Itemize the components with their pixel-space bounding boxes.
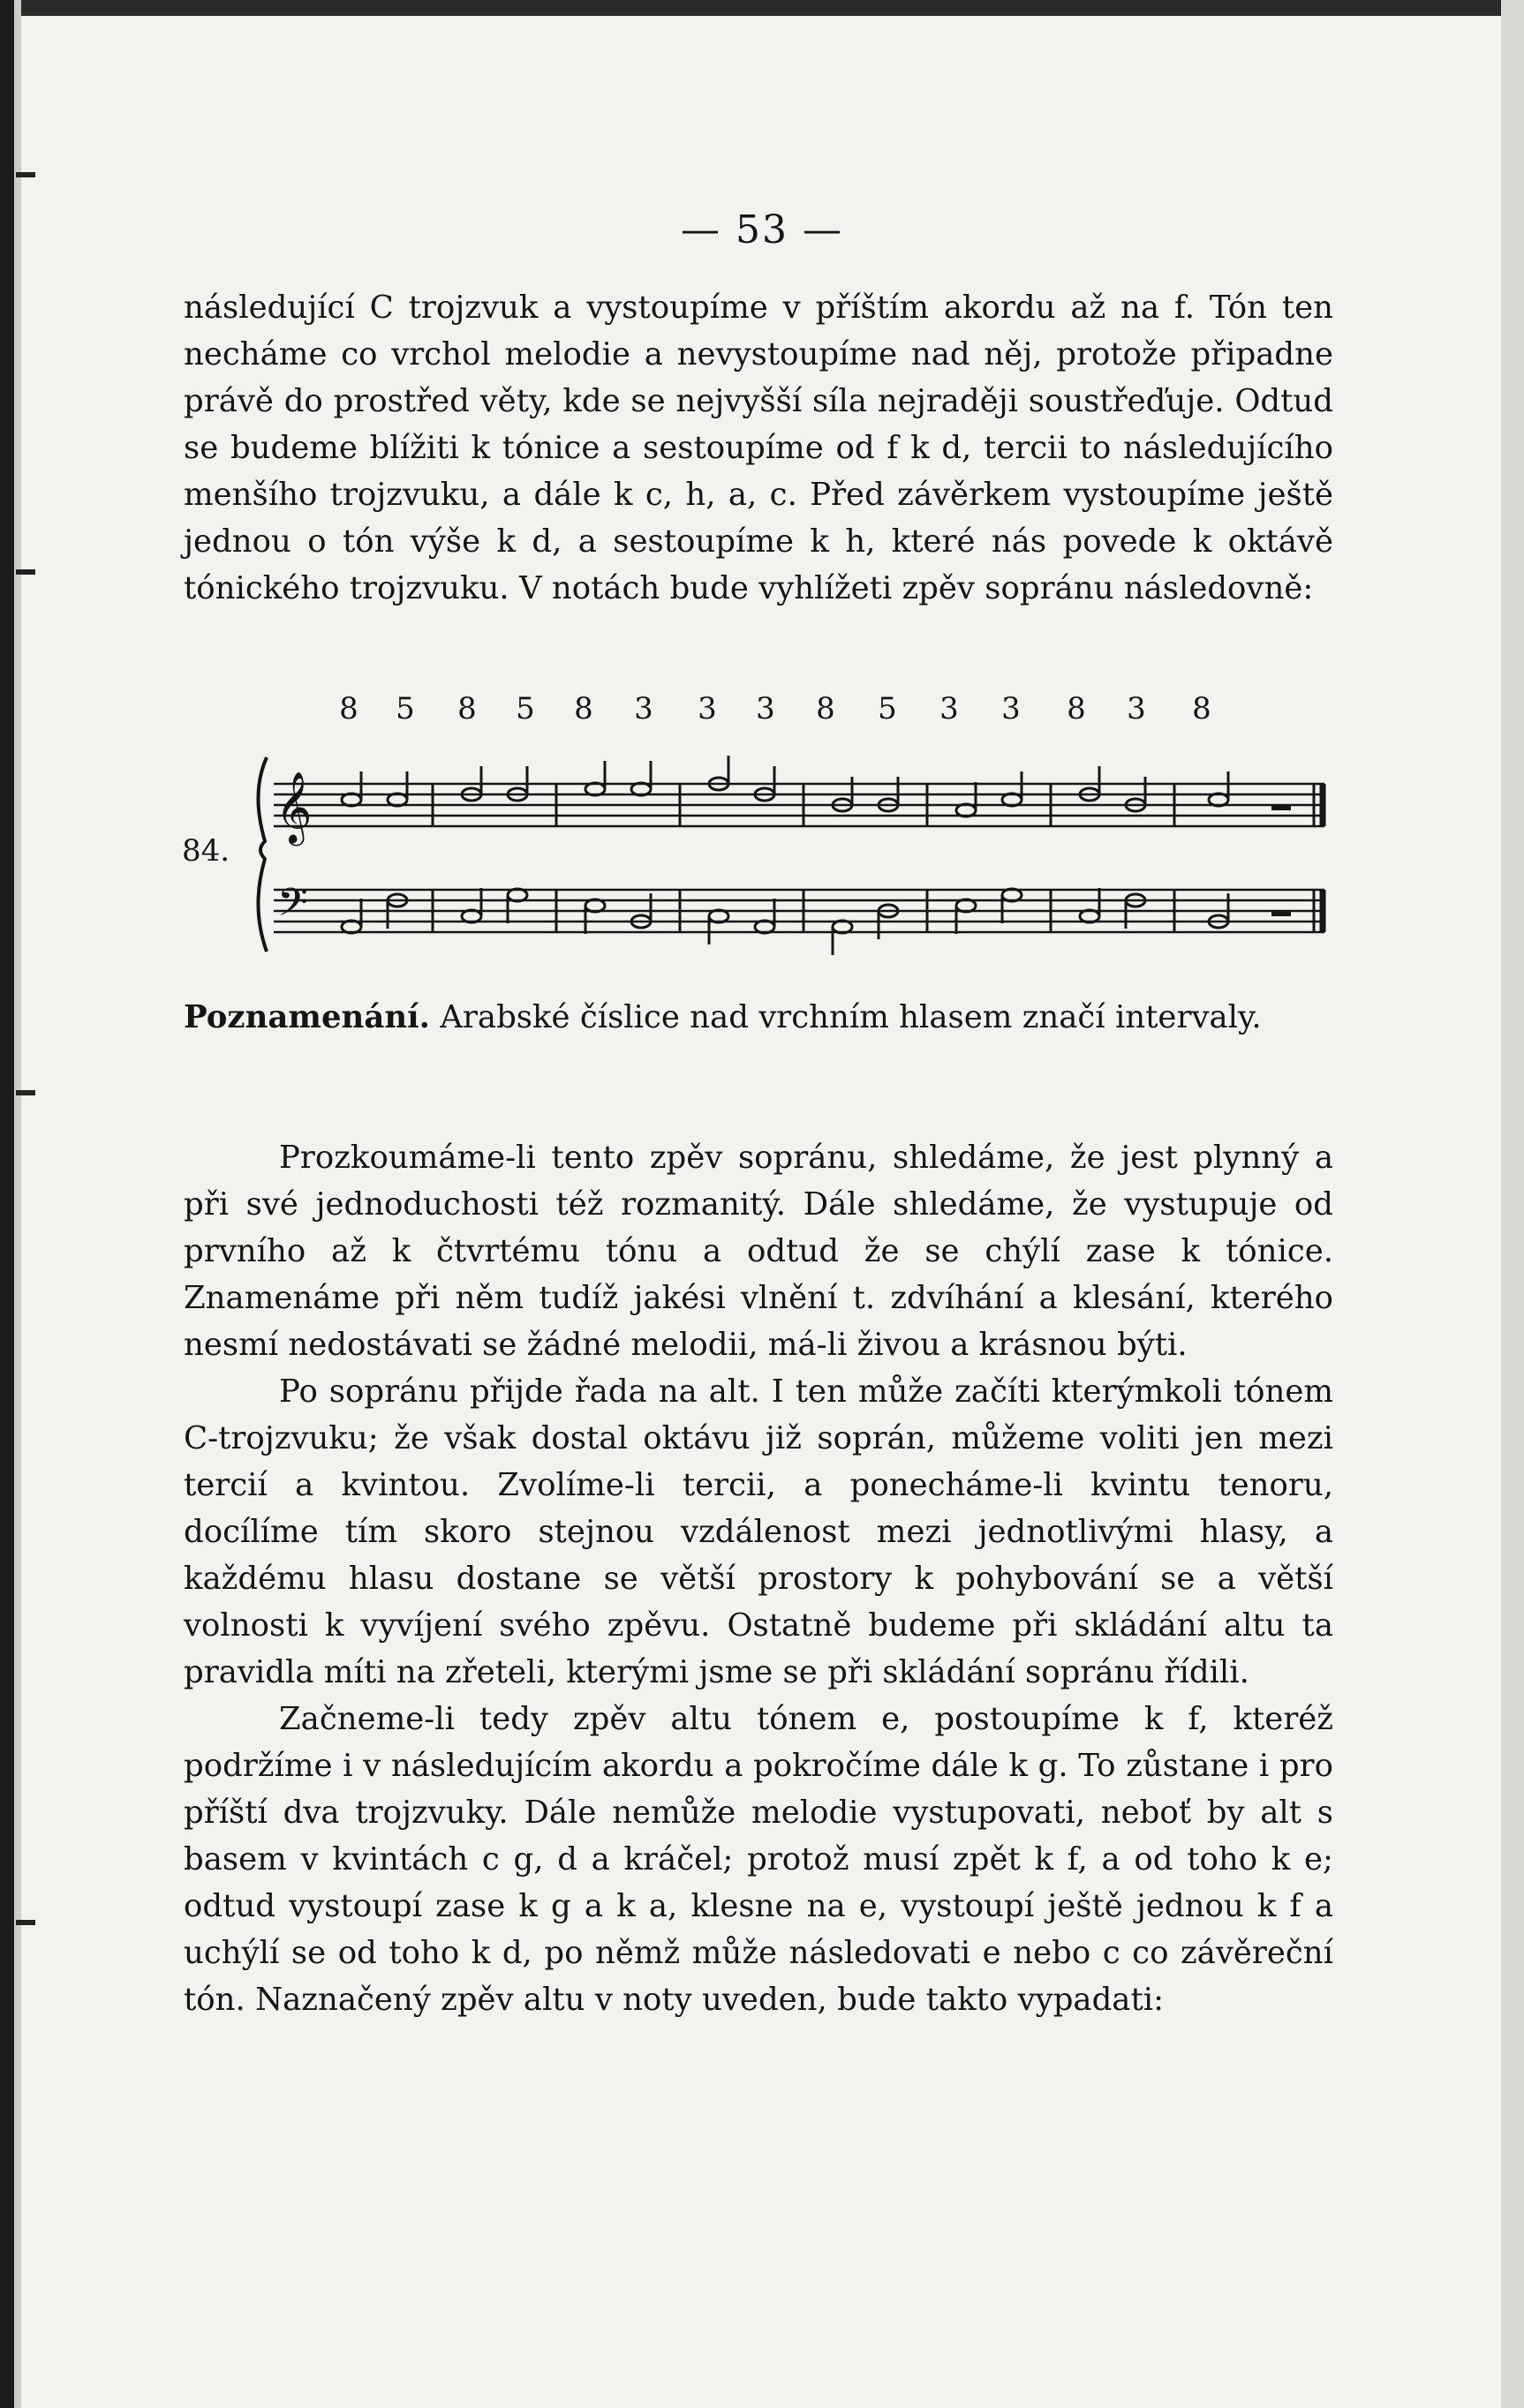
interval-label: 8 (457, 691, 477, 726)
interval-label: 8 (1067, 691, 1086, 726)
margin-mark (16, 569, 35, 575)
bass-clef-icon: 𝄢 (277, 879, 308, 935)
margin-mark (16, 172, 35, 177)
margin-mark (16, 1090, 35, 1095)
interval-label: 8 (816, 691, 835, 726)
interval-label: 3 (1127, 691, 1146, 726)
interval-label: 5 (878, 691, 897, 726)
scan-border-top (0, 0, 1524, 16)
paragraph: následující C trojzvuk a vystoupíme v příštím akordu až na f. Tón ten necháme co vrchol melodie a nevystoupíme nad něj, protože připadne právě do prostřed věty, kde se nejvyšší síla nejraději soustřeďuje. Odtud se budeme blížiti k tónice a sestoupíme od f k d, tercii to následujícího menšího trojzvuku, a dále k c, h, a, c. Před závěrkem vystoupíme ještě jednou o tón výše k d, a sestoupíme k h, které nás povede k oktávě tónického trojzvuku. V notách bude vyhlížeti zpěv sopránu následovně: (184, 290, 1333, 606)
paragraph: Po sopránu přijde řada na alt. I ten může začíti kterýmkoli tónem C-trojzvuku; že však dostal oktávu již soprán, můžeme voliti jen mezi tercií a kvintou. Zvolíme-li tercii, a ponecháme-li kvintu tenoru, docílíme tím skoro stejnou vzdálenost mezi jednotlivými hlasy, a každému hlasu dostane se větší prostory k pohybování se a větší volnosti k vyvíjení svého zpěvu. Ostatně budeme při skládání altu ta pravidla míti na zřeteli, kterými jsme se při skládání sopránu řídili. (184, 1373, 1333, 1690)
scan-gutter (14, 0, 21, 2408)
interval-label: 3 (634, 691, 653, 726)
interval-label: 3 (698, 691, 717, 726)
treble-clef-icon: 𝄞 (275, 771, 313, 843)
paragraph: Začneme-li tedy zpěv altu tónem e, postoupíme k f, kteréž podržíme i v následujícím akordu a pokročíme dále k g. To zůstane i pro příští dva trojzvuky. Dále nemůže melodie vystupovati, neboť by alt s basem v kvintách c g, d a kráčel; protož musí zpět k f, a od toho k e; odtud vystoupí zase k g a k a, klesne na e, vystoupí ještě jednou k f a uchýlí se od toho k d, po němž může následovati e nebo c co závěreční tón. Naznačený zpěv altu v noty uveden, bude takto vypadati: (184, 1701, 1333, 2018)
interval-label: 8 (574, 691, 593, 726)
margin-mark (16, 1920, 35, 1925)
footnote (184, 994, 1333, 1041)
brace (258, 757, 267, 952)
interval-label: 3 (1001, 691, 1021, 726)
music-example (256, 740, 1351, 978)
interval-label: 5 (396, 691, 415, 726)
interval-label: 3 (939, 691, 959, 726)
footnote-label: Poznamenání. (184, 999, 431, 1035)
scan-border-left (0, 0, 14, 2408)
interval-label: 3 (756, 691, 775, 726)
interval-label: 8 (339, 691, 358, 726)
treble-notes (342, 756, 1291, 816)
interval-label: 5 (516, 691, 535, 726)
page-number: — 53 — (681, 207, 843, 252)
paragraph: Prozkoumáme-li tento zpěv sopránu, shledáme, že jest plynný a při své jednoduchosti též rozmanitý. Dále shledáme, že vystupuje od prvního až k čtvrtému tónu a odtud že se chýlí zase k tónice. Znamenáme při něm tudíž jakési vlnění t. zdvíhání a klesání, kterého nesmí nedostávati se žádné melodii, má-li živou a krásnou býti. (184, 1140, 1333, 1363)
interval-label: 8 (1192, 691, 1211, 726)
interval-numbers (336, 691, 1236, 734)
body-text-top (184, 284, 1333, 612)
example-number: 84. (182, 833, 230, 869)
footnote-text: Arabské číslice nad vrchním hlasem značí intervaly. (440, 999, 1262, 1035)
body-text-bottom (184, 1134, 1333, 2023)
scan-border-right (1501, 0, 1524, 2408)
